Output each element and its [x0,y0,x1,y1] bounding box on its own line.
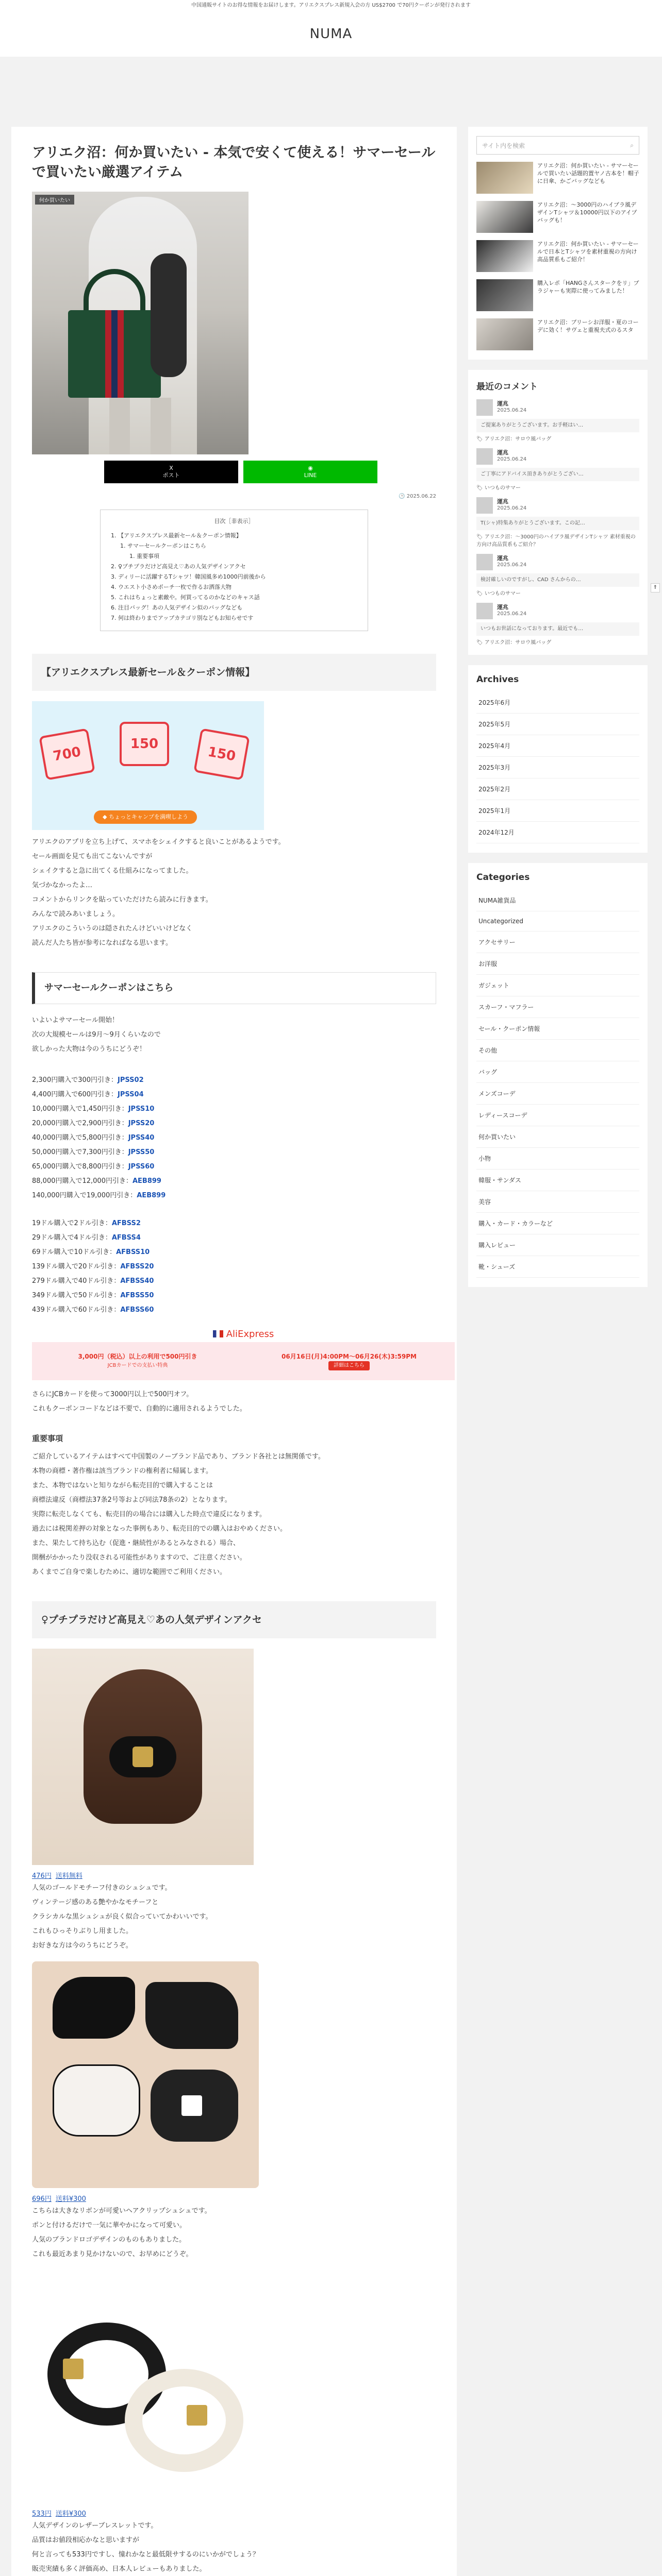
comment-author: 運兆 [497,498,508,505]
product-desc-line: 人気のゴールドモチーフ付きのシュシュです。 [32,1884,172,1892]
toc-title[interactable]: 目次［非表示］ [214,518,254,524]
avatar [476,497,493,514]
site-search-input[interactable]: サイト内を検索 ⌕ [476,136,639,155]
comment-body: ご提案ありがとうございます。お手軽はい… [476,419,639,432]
coupon-row: 349ドル購入で50ドル引き：AFBSS50 [32,1292,154,1299]
notice-line: また、果たして持ち込む（促進・継続性があるとみなされる）場合、 [32,1539,240,1547]
coupon-row: 88,000円購入で12,000円引き：AEB899 [32,1177,161,1185]
recent-post[interactable] [476,240,639,272]
coupon-code[interactable]: AEB899 [132,1177,161,1185]
site-logo[interactable]: NUMA [309,26,353,42]
product-desc-line: お好きな方は今のうちにどうぞ。 [32,1942,133,1950]
coupon-row: 40,000円購入で5,800円引き：JPSS40 [32,1134,155,1142]
archives-heading: Archives [476,674,519,685]
comment-body: 検討確しいのですがし、CAD さんからの… [476,573,639,587]
toc-item[interactable]: 5. これはちょっと素敵や。何買ってるのかなどのキャス話 [111,594,260,601]
notice-line: また、本物ではないと知りながら転売目的で購入することは [32,1482,213,1489]
comment-author: 運兆 [497,400,508,407]
coupon-code[interactable]: JPSS50 [128,1148,155,1156]
archive-link[interactable]: 2024年12月 [476,822,639,843]
notice-line: ご紹介しているアイテムはすべて中国製のノーブランド品であり、ブランド各社とは無関係です。 [32,1453,325,1461]
x-icon: X [169,465,173,471]
coupon-code[interactable]: AFBSS50 [120,1292,154,1299]
category-link[interactable]: レディースコーデ [476,1105,639,1126]
comment-body: いつもお世話になっております。最近でも… [476,622,639,636]
comment-date: 2025.06.24 [497,611,527,617]
summer-intro-line: 欲しかった大物は今のうちにどうぞ！ [32,1045,146,1053]
jcb-aliexpress-banner[interactable] [32,1326,455,1380]
comment-post-link[interactable]: 🏷 アリエク沼：サロウ風バッグ [476,436,552,442]
comment-post-link[interactable]: 🏷 いつものサマー [476,591,521,597]
summer-intro-line: 次の大規模セールは9月～9月くらいなので [32,1031,161,1039]
recent-title: アリエク沼：ブリーシお洋服・夏のコーデに効く！サヴェと重視夫式のるスタ [537,319,639,333]
share-line-label: LINE [304,472,317,479]
category-link[interactable]: バッグ [476,1061,639,1083]
product-desc-line: これも最近あまり見かけないので、お早めにどうぞ。 [32,2250,193,2258]
intro-line: コメントからリンクを貼っていただけたら読みに行きます。 [32,896,212,904]
important-notice-heading: 重要事項 [32,1434,63,1443]
post-date: 🕒 2025.06.22 [399,494,436,499]
comment-body: ご丁寧にアドバイス頂きありがとうござい… [476,468,639,481]
article-title: アリエク沼：何か買いたい - 本気で安くて使える！サマーセールで買いたい厳選アイテム [32,145,436,180]
jcb-icon [213,1330,223,1337]
category-link[interactable]: アクセサリー [476,931,639,953]
product-image-bow-clip[interactable] [32,1961,259,2188]
coupon-code[interactable]: JPSS04 [118,1091,144,1098]
category-link[interactable]: 購入・カード・カラーなど [476,1213,639,1234]
toc-item[interactable]: 6. 注目バッグ！あの人気デザイン似のバッグなども [111,604,243,611]
product-image-leather-bracelet[interactable] [32,2281,254,2503]
product-desc-line: ポンと付けるだけで一気に華やかになって可愛い。 [32,2222,187,2229]
comments-heading: 最近のコメント [476,382,538,392]
notice-line: 商標法違反（商標法37条2号等および同法78条の2）となります。 [32,1496,231,1504]
intro-line: みんなで読みあいましょう。 [32,910,120,918]
archive-link[interactable]: 2025年5月 [476,714,639,735]
category-link[interactable]: 靴・シューズ [476,1256,639,1278]
search-icon[interactable]: ⌕ [630,141,634,149]
recent-post[interactable] [476,279,639,311]
recent-title: アリエク沼：～3000円のハイブラ風デザインTシャツ＆10000円以下のアイプバッグも！ [537,201,637,224]
coupon-row: 139ドル購入で20ドル引き：AFBSS20 [32,1263,154,1270]
coupon-code[interactable]: AFBSS40 [120,1277,154,1285]
share-x-button[interactable] [104,461,238,483]
product-desc-line: 販売実績も多く評価高め、日本人レビューもありました。 [32,2565,206,2573]
section-heading-accessory: ♀プチプラだけど高見え♡あの人気デザインアクセ [32,1601,436,1638]
coupon-row: 65,000円購入で8,800円引き：JPSS60 [32,1163,155,1171]
product-desc-line: 何と言っても533円ですし、憧れかなと最低限サするのにいかがでしょう？ [32,2551,259,2558]
sidebar [468,127,648,1297]
coupon-code[interactable]: AFBSS60 [120,1306,154,1314]
coupon-code[interactable]: JPSS20 [128,1120,155,1127]
avatar [476,448,493,465]
category-link[interactable]: Uncategorized [476,911,639,931]
avatar [476,554,493,570]
comment-date: 2025.06.24 [497,562,527,568]
top-announcement: 中国通販サイトのお得な情報をお届けします。アリエクスプレス新規入会の方 US$2700 で70円クーポンが発行されます [0,0,662,11]
intro-line: アリエクのこういうのは隠されたんけどいいけどなく [32,925,193,933]
comment-author: 運兆 [497,604,508,611]
comment-post-link[interactable]: 🏷 いつものサマー [476,485,521,491]
category-link[interactable]: スカーフ・マフラー [476,996,639,1018]
recent-title: アリエク沼：何か買いたい - サマーセールで日本とTシャツを素材重視の方向け高品質系もご紹介！ [537,241,639,263]
intro-line: 気づかなかったよ… [32,882,93,889]
coupon-row: 69ドル購入で10ドル引き：AFBSS10 [32,1248,150,1256]
toc-item[interactable]: 1. 重要事項 [129,553,159,560]
coupon-list-usd [32,1217,436,1316]
comment-author: 運兆 [497,555,508,562]
recent-post[interactable] [476,162,639,194]
recent-thumb [476,279,533,311]
toc-item[interactable]: 3. ディリーに活躍するTシャツ！韓国風多め1000円前後から [111,573,266,580]
notice-line: 本物の商標・著作権は該当ブランドの権利者に帰属します。 [32,1467,212,1475]
comment-item[interactable] [476,448,639,491]
avatar [476,603,493,619]
scroll-to-top-button[interactable]: ⇑ [651,583,660,592]
recent-thumb [476,162,533,194]
category-link[interactable]: 韓服・サンダス [476,1170,639,1191]
coupon-code[interactable]: AFBSS10 [116,1248,150,1256]
intro-line: シェイクすると急に出てくる仕組みになってました。 [32,867,193,875]
category-link[interactable]: その他 [476,1040,639,1061]
coupon-row: 439ドル購入で60ドル引き：AFBSS60 [32,1306,154,1314]
share-x-label: ポスト [162,472,180,479]
product-price[interactable]: 476円 送料無料 [32,1872,82,1880]
avatar [476,399,493,416]
coupon-code[interactable]: JPSS40 [128,1134,155,1142]
product-image-scrunchie[interactable] [32,1649,254,1865]
coupon-row: 29ドル購入で4ドル引き：AFBSS4 [32,1234,141,1242]
coupon-row: 20,000円購入で2,900円引き：JPSS20 [32,1120,155,1127]
comment-item[interactable] [476,603,639,646]
coupon-row: 10,000円購入で1,450円引き：JPSS10 [32,1105,155,1113]
banner-details-button[interactable]: 詳細はこちら [328,1361,370,1370]
category-link[interactable]: メンズコーデ [476,1083,639,1105]
product-desc-line: 品質はお値段相応かなと思いますが [32,2536,140,2544]
category-badge[interactable]: 何か買いたい [35,195,74,205]
after-banner-line: さらにJCBカードを使って3000円以上で500円オフ。 [32,1391,193,1398]
recent-title: 購入レポ「HANGさんスタークをリ」ブラジャーも実際に使ってみました！ [537,280,639,294]
main-content [11,127,457,2576]
banner-right: 06月16日(月)4:00PM〜06月26(木)3:59PM 詳細はこちら [243,1342,455,1380]
section-heading-sale: 【アリエクスプレス最新セール＆クーポン情報】 [32,654,436,691]
notice-line: あくまでご自身で楽しむために、適切な範囲でご利用ください。 [32,1568,227,1576]
comment-item[interactable] [476,497,639,548]
notice-line: 過去には税関差押の対象となった事例もあり、転売目的での購入はおやめください。 [32,1525,287,1533]
banner-left: 3,000円（税込）以上の利用で500円引き JCBカードでの支払い特典 [78,1353,197,1368]
coupon-code[interactable]: AEB899 [137,1192,166,1199]
coupon-row: 4,400円購入で600円引き：JPSS04 [32,1091,144,1098]
coupon-cta-button[interactable]: ◆ ちょっとキャンプを満喫しよう [94,810,197,824]
coupon-row: 50,000円購入で7,300円引き：JPSS50 [32,1148,155,1156]
comment-date: 2025.06.24 [497,505,527,511]
toc-item[interactable]: 1. 【アリエクスプレス最新セール＆クーポン情報】 [111,532,242,539]
product-desc-line: 人気デザインのレザーブレスレットです。 [32,2522,158,2530]
product-price[interactable]: 533円 送料¥300 [32,2510,86,2518]
comment-date: 2025.06.24 [497,456,527,462]
archive-link[interactable]: 2025年2月 [476,778,639,800]
coupon-row: 19ドル購入で2ドル引き：AFBSS2 [32,1219,141,1227]
product-desc-line: これもひっそりぶりし用ました。 [32,1927,133,1935]
product-price[interactable]: 696円 送料¥300 [32,2195,86,2203]
coupon-code[interactable]: JPSS60 [128,1163,155,1171]
aliexpress-logo: AliExpress [32,1326,455,1342]
archive-link[interactable]: 2025年3月 [476,757,639,778]
coupon-promo-image[interactable]: 700 150 150 ◆ ちょっとキャンプを満喫しよう [32,701,264,830]
archive-link[interactable]: 2025年6月 [476,692,639,714]
archive-link[interactable]: 2025年4月 [476,735,639,757]
category-link[interactable]: ガジェット [476,975,639,996]
comment-post-link[interactable]: 🏷 アリエク沼：サロウ風バッグ [476,640,552,646]
comment-author: 運兆 [497,449,508,456]
comment-post-link[interactable]: 🏷 アリエク沼：～3000円のハイブラ風デザインTシャツ 素材重視の方向け高品質系もご紹介？ [476,534,636,548]
site-header [0,11,662,57]
category-link[interactable]: セール・クーポン情報 [476,1018,639,1040]
coupon-row: 140,000円購入で19,000円引き：AEB899 [32,1192,166,1199]
category-link[interactable]: 何か買いたい [476,1126,639,1148]
section-heading-summer-coupons: サマーセールクーポンはこちら [32,972,436,1004]
comment-date: 2025.06.24 [497,408,527,413]
recent-thumb [476,240,533,272]
intro-line: アリエクのアプリを立ち上げて、スマホをシェイクすると良いことがあるようです。 [32,838,285,846]
product-desc-line: 人気のブランドロゴデザインのものもありました。 [32,2236,186,2244]
notice-line: 開梱がかかったり没収される可能性がありますので、ご注意ください。 [32,1554,246,1562]
coupon-row: 279ドル購入で40ドル引き：AFBSS40 [32,1277,154,1285]
after-banner-line: これもクーポンコードなどは不要で、自動的に適用されるようでした。 [32,1405,246,1413]
share-buttons [104,461,436,483]
coupon-code[interactable]: AFBSS4 [111,1234,141,1242]
toc-item[interactable]: 4. ウエスト小さめポーチ一枚で作るお洒落大物 [111,584,231,590]
toc-item[interactable]: 1. サマーセールクーポンはこちら [120,543,206,549]
eyecatch-image [32,192,249,454]
category-link[interactable]: 購入レビュー [476,1234,639,1256]
coupon-code[interactable]: JPSS02 [118,1076,144,1084]
recent-post[interactable] [476,201,639,233]
recent-thumb [476,201,533,233]
recent-post[interactable] [476,318,639,350]
line-icon: ◉ [308,465,313,471]
intro-line: 読んだ人たち皆が参考になればなる思います。 [32,939,172,947]
coupon-list-jpy [32,1074,436,1202]
product-desc-line: こちらは大きなリボンが可愛いヘアクリップシュシュです。 [32,2207,211,2215]
recent-thumb [476,318,533,350]
product-desc-line: クラシカルな黒シュシュが良く似合っていてかわいいです。 [32,1913,212,1921]
comment-body: T(シャ)特集ありがとうございます。この記… [476,517,639,530]
coupon-row: 2,300円購入で300円引き：JPSS02 [32,1076,144,1084]
coupon-code[interactable]: AFBSS2 [111,1219,141,1227]
recent-title: アリエク沼：何か買いたい - サマーセールで買いたい話題的置ヤノ古本を！帽子に日傘、かごバッグなども [537,162,639,184]
comment-item[interactable] [476,554,639,597]
toc-item[interactable]: 2. ♀プチプラだけど高見え♡あの人気デザインアクセ [111,563,246,570]
coupon-code[interactable]: JPSS10 [128,1105,155,1113]
category-link[interactable]: NUMA雑貨品 [476,890,639,911]
category-link[interactable]: 小物 [476,1148,639,1170]
important-notice [32,1451,436,1579]
categories-heading: Categories [476,872,530,883]
category-link[interactable]: 美容 [476,1191,639,1213]
category-link[interactable]: お洋服 [476,953,639,975]
comment-item[interactable] [476,399,639,442]
table-of-contents [100,510,368,631]
coupon-code[interactable]: AFBSS20 [120,1263,154,1270]
share-line-button[interactable] [243,461,377,483]
summer-intro-line: いよいよサマーセール開始！ [32,1016,119,1024]
notice-line: 実際に転売しなくても、転売目的の場合には購入した時点で違反になります。 [32,1511,266,1518]
archive-link[interactable]: 2025年1月 [476,800,639,822]
toc-item[interactable]: 7. 何は終わりまでアップカテゴリ別などもお知らせです [111,615,254,621]
product-desc-line: ヴィンテージ感のある艶やかなモチーフと [32,1899,159,1906]
intro-line: セール画面を見ても出てこないんですが [32,853,153,860]
